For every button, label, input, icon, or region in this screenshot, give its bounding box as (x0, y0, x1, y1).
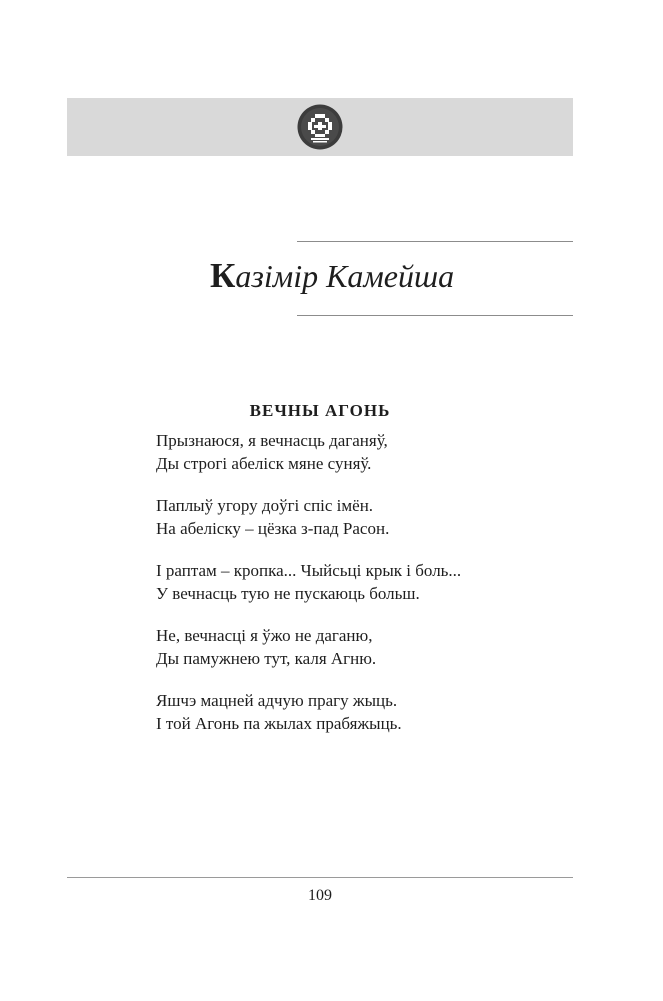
poem-line: Ды памужнею тут, каля Агню. (156, 649, 377, 668)
poem-line: У вечнасць тую не пускаюць больш. (156, 584, 420, 603)
poem-title: ВЕЧНЫ АГОНЬ (249, 401, 391, 420)
author-name-rest: азімір Камейша (235, 258, 455, 294)
author-name (210, 257, 510, 295)
stanza (156, 494, 556, 540)
stanza (156, 429, 556, 475)
author-rule-bottom (297, 315, 573, 316)
author-rule-top (297, 241, 573, 242)
poem-line: І той Агонь па жылах прабяжыць. (156, 714, 402, 733)
stanza (156, 689, 556, 735)
poem-body (156, 429, 556, 754)
poem-line: Ды строгі абеліск мяне суняў. (156, 454, 372, 473)
poem-line: Яшчэ мацней адчую прагу жыць. (156, 691, 398, 710)
stanza (156, 624, 556, 670)
poem-line: Прызнаюся, я вечнасць даганяў, (156, 431, 388, 450)
footer-rule (67, 877, 573, 878)
poem-line: І раптам – кропка... Чыйсьці крык і боль... (156, 561, 462, 580)
poem-line: Не, вечнасці я ўжо не даганю, (156, 626, 373, 645)
ornament-emblem-icon (297, 104, 343, 150)
poem-line: На абеліску – цёзка з-пад Расон. (156, 519, 390, 538)
author-initial: К (210, 256, 236, 295)
page-number: 109 (308, 887, 332, 904)
poem-line: Паплыў угору доўгі спіс імён. (156, 496, 374, 515)
stanza (156, 559, 556, 605)
